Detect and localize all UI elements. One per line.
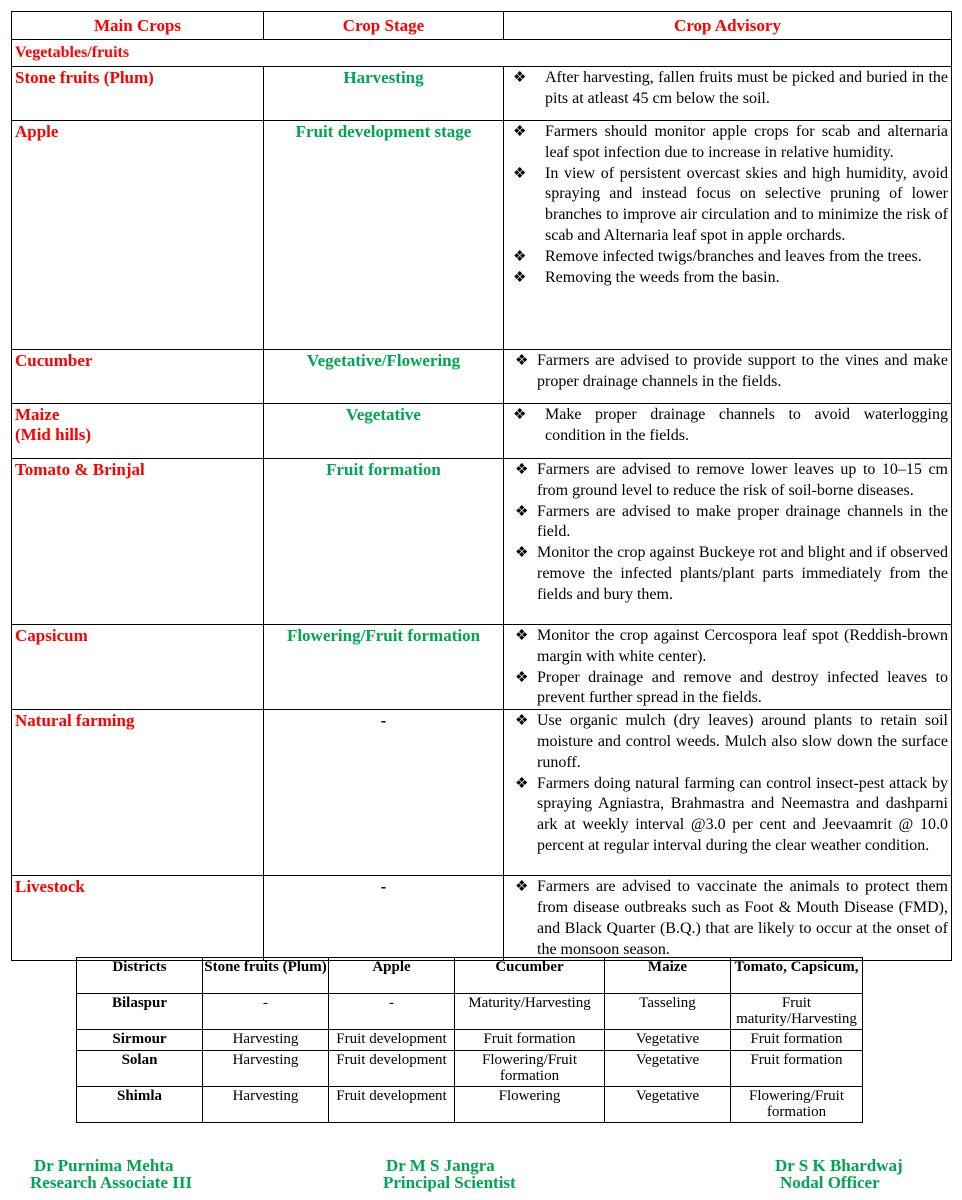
district-cell: Flowering/Fruit formation [455, 1051, 605, 1087]
district-row [77, 1030, 863, 1051]
advisory-item: ❖ After harvesting, fallen fruits must be picked and buried in the pits at atleast 45 cm below the soil. [513, 69, 948, 107]
district-cell: Maturity/Harvesting [455, 994, 605, 1030]
diamond-bullet-icon: ❖ [515, 879, 529, 896]
diamond-bullet-icon: ❖ [515, 545, 529, 562]
crop-name: Stone fruits (Plum) [12, 67, 264, 121]
header-main-crops: Main Crops [12, 12, 264, 40]
table-row [12, 350, 952, 404]
crop-stage: Vegetative/Flowering [264, 350, 504, 404]
signature-title: Principal Scientist [383, 1173, 516, 1192]
section-title: Vegetables/fruits [12, 40, 952, 67]
crop-advisory [504, 459, 952, 625]
signature-name: Dr M S Jangra [386, 1156, 495, 1175]
advisory-item: ❖ Proper drainage and remove and destroy infected leaves to prevent further spread in the fields. [515, 668, 948, 707]
districts-stage-table [76, 957, 863, 1123]
district-cell: Fruit formation [731, 1030, 863, 1051]
district-cell: Flowering [455, 1087, 605, 1123]
crop-advisory [504, 404, 952, 459]
table-header-row [12, 12, 952, 40]
header-districts: Districts [77, 958, 203, 994]
signature-name: Dr Purnima Mehta [34, 1156, 174, 1175]
header-stone-fruits: Stone fruits (Plum) [203, 958, 329, 994]
signature-principal-scientist [383, 1156, 516, 1192]
diamond-bullet-icon: ❖ [515, 713, 529, 730]
advisory-item: ❖ Remove infected twigs/branches and leaves from the trees. [507, 247, 948, 268]
crop-name-line2: (Mid hills) [15, 425, 92, 444]
advisory-item: ❖ Monitor the crop against Cercospora leaf spot (Reddish-brown margin with white center). [515, 627, 948, 665]
crop-stage: Vegetative [264, 404, 504, 459]
district-cell: Fruit development [329, 1030, 455, 1051]
district-cell: Vegetative [605, 1087, 731, 1123]
crop-advisory [504, 625, 952, 710]
diamond-bullet-icon: ❖ [515, 775, 529, 792]
advisory-item: ❖ Farmers should monitor apple crops for scab and alternaria leaf spot infection due to increase in relative humidity. [513, 123, 948, 161]
crop-stage: Flowering/Fruit formation [264, 625, 504, 710]
crop-name: Tomato & Brinjal [12, 459, 264, 625]
crop-name: Livestock [12, 876, 264, 961]
signature-name: Dr S K Bhardwaj [775, 1156, 903, 1175]
table-row [12, 404, 952, 459]
district-cell: Harvesting [203, 1030, 329, 1051]
header-maize: Maize [605, 958, 731, 994]
diamond-bullet-icon: ❖ [515, 353, 529, 369]
district-cell: Fruit development [329, 1087, 455, 1123]
header-crop-advisory: Crop Advisory [504, 12, 952, 40]
diamond-bullet-icon: ❖ [515, 503, 529, 520]
crop-advisory [504, 67, 952, 121]
diamond-bullet-icon: ❖ [513, 124, 527, 140]
crop-stage: Harvesting [264, 67, 504, 121]
district-cell: - [329, 994, 455, 1030]
district-cell: Fruit formation [731, 1051, 863, 1087]
crop-name-line1: Maize [15, 405, 60, 424]
crop-stage: - [264, 876, 504, 961]
district-cell: Fruit maturity/Harvesting [731, 994, 863, 1030]
signature-title: Research Associate III [30, 1173, 193, 1192]
crop-stage: - [264, 710, 504, 876]
district-cell: Fruit formation [455, 1030, 605, 1051]
header-cucumber: Cucumber [455, 958, 605, 994]
district-name: Shimla [77, 1087, 203, 1123]
district-cell: - [203, 994, 329, 1030]
diamond-bullet-icon: ❖ [513, 248, 527, 265]
header-tomato-capsicum: Tomato, Capsicum, [731, 958, 863, 994]
table-row [12, 121, 952, 350]
district-name: Solan [77, 1051, 203, 1087]
advisory-item: ❖ In view of persistent overcast skies and high humidity, avoid spraying and instead focus on selective pruning of lower branches to improve air circulation and to minimize the risk of scab and Alternaria leaf spot in apple orchards. [513, 164, 948, 244]
crop-name: Natural farming [12, 710, 264, 876]
crop-advisory [504, 876, 952, 961]
diamond-bullet-icon: ❖ [515, 462, 529, 478]
crop-name: Cucumber [12, 350, 264, 404]
advisory-item: ❖ Farmers are advised to vaccinate the animals to protect them from disease outbreaks such as Foot & Mouth Disease (FMD), and Black Quarter (B.Q.) that are likely to occur at the onset of the monsoon season. [515, 878, 948, 958]
header-crop-stage: Crop Stage [264, 12, 504, 40]
crop-advisory [504, 710, 952, 876]
advisory-item: ❖ Make proper drainage channels to avoid waterlogging condition in the fields. [513, 406, 948, 444]
crop-name: Apple [12, 121, 264, 350]
district-name: Bilaspur [77, 994, 203, 1030]
district-row [77, 994, 863, 1030]
diamond-bullet-icon: ❖ [513, 269, 527, 286]
crop-advisory-table [11, 11, 952, 961]
district-row [77, 1051, 863, 1087]
district-cell: Flowering/Fruit formation [731, 1087, 863, 1123]
table-row [12, 459, 952, 625]
crop-advisory [504, 350, 952, 404]
advisory-item: ❖ Farmers are advised to provide support to the vines and make proper drainage channels in the fields. [515, 352, 948, 390]
crop-stage: Fruit formation [264, 459, 504, 625]
district-name: Sirmour [77, 1030, 203, 1051]
diamond-bullet-icon: ❖ [513, 70, 527, 86]
diamond-bullet-icon: ❖ [513, 407, 527, 423]
table-row [12, 67, 952, 121]
crop-name: Capsicum [12, 625, 264, 710]
diamond-bullet-icon: ❖ [515, 628, 529, 644]
advisory-item: ❖ Use organic mulch (dry leaves) around plants to retain soil moisture and control weeds. Mulch also slow down the surface runoff. [515, 712, 948, 771]
district-cell: Vegetative [605, 1051, 731, 1087]
table-row [12, 710, 952, 876]
section-row [12, 40, 952, 67]
crop-advisory [504, 121, 952, 350]
district-cell: Fruit development [329, 1051, 455, 1087]
diamond-bullet-icon: ❖ [515, 669, 529, 686]
advisory-item: ❖ Removing the weeds from the basin. [507, 268, 948, 289]
advisory-item: ❖ Farmers doing natural farming can control insect-pest attack by spraying Agniastra, Brahmastra and Neemastra and dashparni ark at weekly interval @3.0 per cent and Jeevaamrit @ 10.0 percent at regular interval during the clear weather condition. [515, 774, 948, 854]
signature-research-associate [30, 1156, 193, 1192]
district-cell: Vegetative [605, 1030, 731, 1051]
crop-stage: Fruit development stage [264, 121, 504, 350]
table-row [12, 625, 952, 710]
districts-header-row [77, 958, 863, 994]
signature-nodal-officer [775, 1157, 903, 1191]
district-cell: Tasseling [605, 994, 731, 1030]
signature-title: Nodal Officer [780, 1173, 880, 1192]
header-apple: Apple [329, 958, 455, 994]
diamond-bullet-icon: ❖ [513, 165, 527, 182]
crop-name [12, 404, 264, 459]
district-row [77, 1087, 863, 1123]
table-row [12, 876, 952, 961]
advisory-item: ❖ Farmers are advised to remove lower leaves up to 10–15 cm from ground level to reduce the risk of soil-borne diseases. [515, 461, 948, 499]
advisory-item: ❖ Farmers are advised to make proper drainage channels in the field. [515, 502, 948, 541]
advisory-item: ❖ Monitor the crop against Buckeye rot and blight and if observed remove the infected plants/plant parts immediately from the fields and bury them. [515, 544, 948, 603]
district-cell: Harvesting [203, 1087, 329, 1123]
district-cell: Harvesting [203, 1051, 329, 1087]
